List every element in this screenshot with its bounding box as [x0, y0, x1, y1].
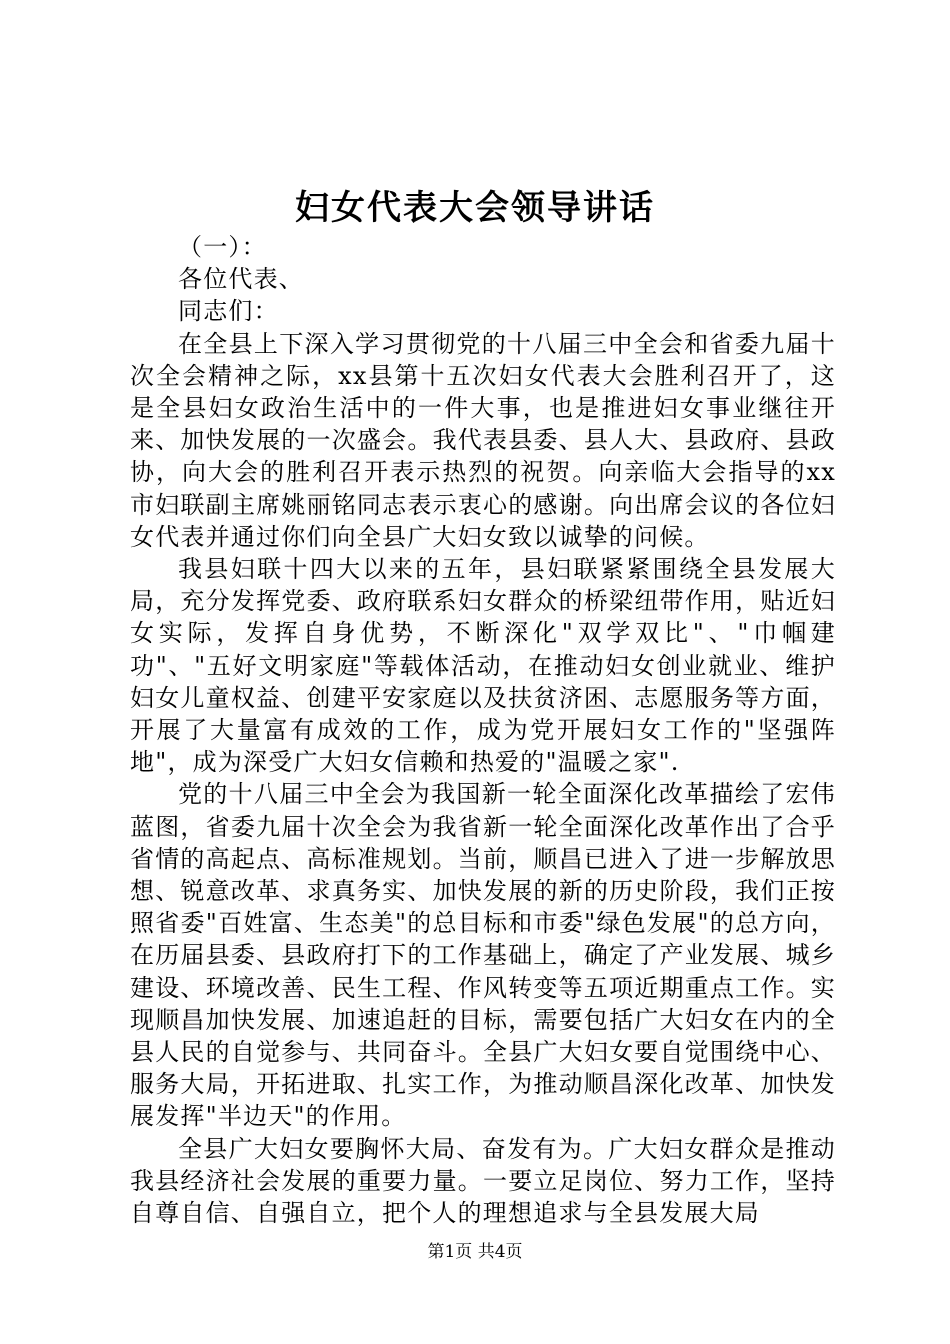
body-paragraph: 我县妇联十四大以来的五年，县妇联紧紧围绕全县发展大局，充分发挥党委、政府联系妇女群众的桥梁纽带作用，贴近妇女实际，发挥自身优势，不断深化"双学双比"、"巾帼建功"、"五好文明家庭"等载体活动，在推动妇女创业就业、维护妇女儿童权益、创建平安家庭以及扶贫济困、志愿服务等方面，开展了大量富有成效的工作，成为党开展妇女工作的"坚强阵地"，成为深受广大妇女信赖和热爱的"温暖之家".: [130, 555, 836, 777]
body-paragraph: 在全县上下深入学习贯彻党的十八届三中全会和省委九届十次全会精神之际，xx县第十五次妇女代表大会胜利召开了，这是全县妇女政治生活中的一件大事，也是推进妇女事业继往开来、加快发展的一次盛会。我代表县委、县人大、县政府、县政协，向大会的胜利召开表示热烈的祝贺。向亲临大会指导的xx市妇联副主席姚丽铭同志表示衷心的感谢。向出席会议的各位妇女代表并通过你们向全县广大妇女致以诚挚的问候。: [130, 329, 836, 551]
body-paragraph: 全县广大妇女要胸怀大局、奋发有为。广大妇女群众是推动我县经济社会发展的重要力量。一要立足岗位、努力工作，坚持自尊自信、自强自立，把个人的理想追求与全县发展大局: [130, 1134, 836, 1228]
greeting-line: 同志们：: [178, 297, 279, 326]
body-paragraph: 党的十八届三中全会为我国新一轮全面深化改革描绘了宏伟蓝图，省委九届十次全会为我省新一轮全面深化改革作出了合乎省情的高起点、高标准规划。当前，顺昌已进入了进一步解放思想、锐意改革、求真务实、加快发展的新的历史阶段，我们正按照省委"百姓富、生态美"的总目标和市委"绿色发展"的总方向，在历届县委、县政府打下的工作基础上，确定了产业发展、城乡建设、环境改善、民生工程、作风转变等五项近期重点工作。实现顺昌加快发展、加速追赶的目标，需要包括广大妇女在内的全县人民的自觉参与、共同奋斗。全县广大妇女要自觉围绕中心、服务大局，开拓进取、扎实工作，为推动顺昌深化改革、加快发展发挥"半边天"的作用。: [130, 780, 836, 1131]
greeting-line: （一）：: [178, 233, 267, 261]
page-number: 第1页 共4页: [427, 1242, 523, 1262]
document-body: [130, 231, 836, 1229]
greeting-line: 各位代表、: [178, 265, 304, 294]
document-title: 妇女代表大会领导讲话: [295, 188, 655, 228]
